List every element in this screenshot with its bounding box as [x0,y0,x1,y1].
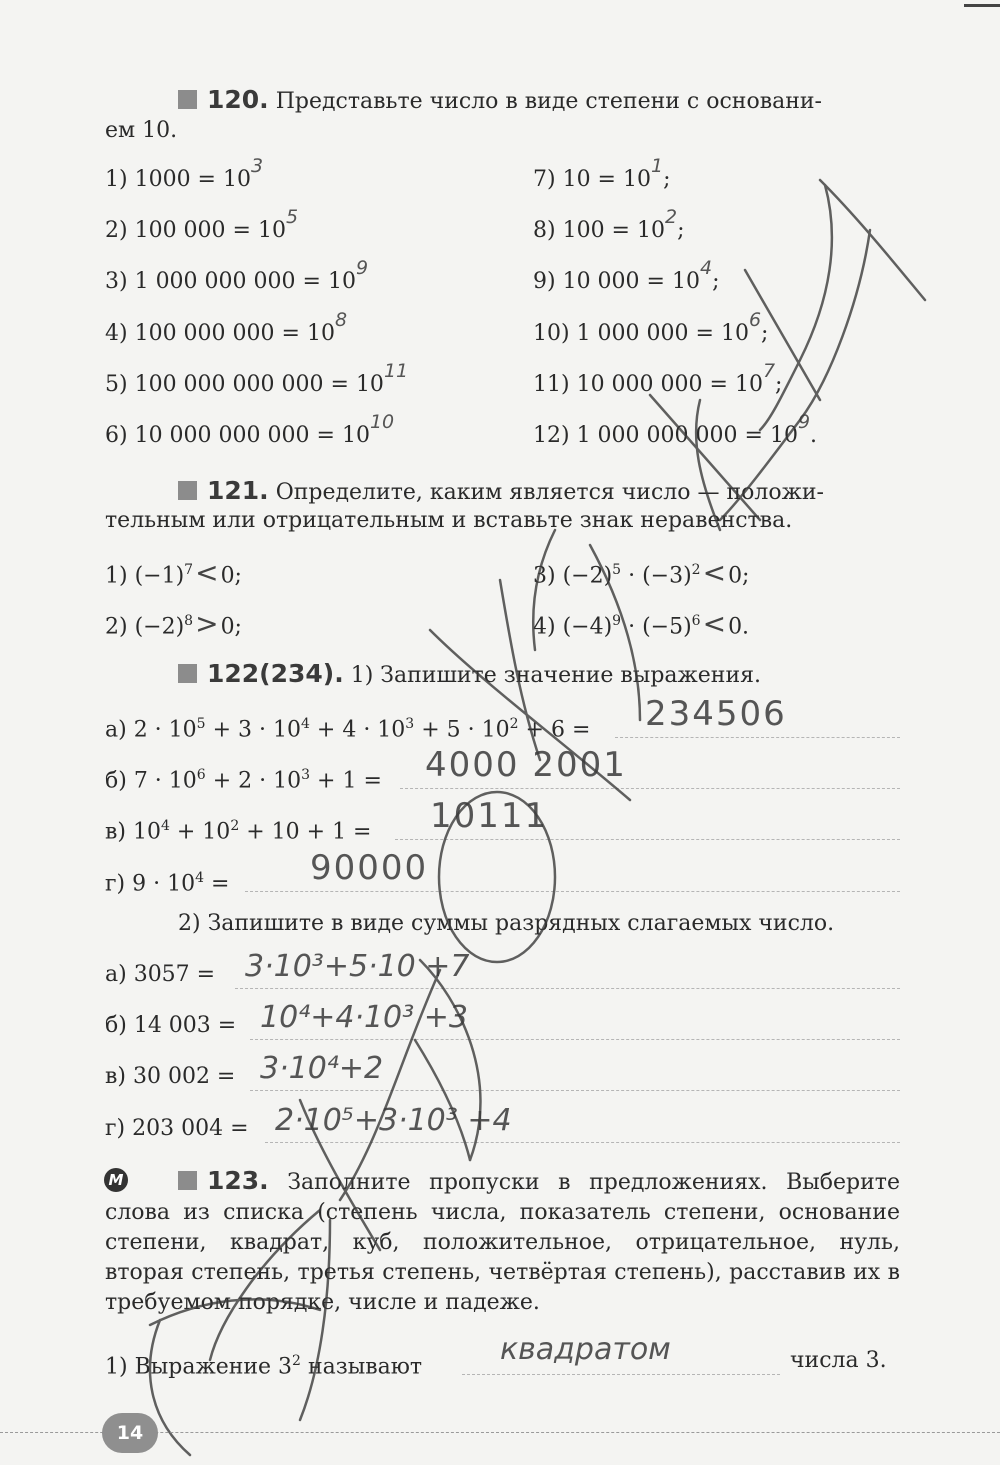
method-badge-icon: М [104,1168,128,1192]
expression-item [105,710,590,744]
answer-line[interactable] [235,988,900,989]
task-text: тельным или отрицательным и вставьте знак неравенства. [105,508,793,533]
task-number: 122(234). [207,659,344,688]
item-expression: а) 2 · 10 [105,717,197,743]
handwritten-exponent: 7 [762,360,776,382]
item-expression: 0; [220,563,242,589]
inequality-item [533,607,749,641]
handwritten-exponent: 11 [383,360,409,382]
inequality-item [533,556,749,590]
answer-line[interactable] [250,1090,900,1091]
item-end: ; [712,269,720,294]
exponent: 2 [292,1353,301,1369]
power-item [105,155,264,194]
answer-line[interactable] [245,891,900,892]
answer-line[interactable] [462,1374,780,1375]
item-expression: + 2 · 10 [205,768,302,794]
exponent: 5 [196,716,206,732]
item-expression: · (−3) [621,563,692,589]
question-text: называют [307,1354,423,1380]
item-expression: 8) 100 = 10 [533,218,665,243]
handwritten-answer: 2·10⁵+3·10³ +4 [275,1103,512,1138]
expression-item [105,812,372,846]
item-expression: 11) 10 000 000 = 10 [533,372,763,397]
handwritten-exponent: 3 [250,155,264,177]
item-end: ; [663,167,671,192]
item-expression: г) 9 · 10 [105,871,196,897]
power-item [105,360,409,399]
exponent: 4 [160,818,170,834]
task-text: Определите, каким является число — положи- [275,480,824,505]
answer-line[interactable] [265,1142,900,1143]
item-expression: 0; [728,563,750,589]
item-expression: б) 7 · 10 [105,768,197,794]
exponent: 8 [184,613,194,629]
question-text: числа 3. [790,1348,887,1373]
handwritten-answer: 3·10⁴+2 [260,1051,384,1086]
handwritten-exponent: 2 [664,206,678,228]
task-text: 2) Запишите в виде суммы разрядных слагаемых число. [178,911,835,936]
task-123-question-1 [105,1347,422,1381]
handwritten-exponent: 5 [285,206,299,228]
task-number: 120. [207,85,269,114]
item-expression: 10) 1 000 000 = 10 [533,321,749,346]
item-expression: 12) 1 000 000 000 = 10 [533,423,798,448]
power-item [533,309,769,348]
question-text: 1) Выражение 3 [105,1354,293,1380]
power-item [105,411,395,450]
exponent: 2 [691,562,701,578]
handwritten-sign: < [702,556,727,590]
sum-item: г) 203 004 = [105,1116,249,1141]
exponent: 3 [405,716,415,732]
power-item [533,360,783,399]
item-expression: + 5 · 10 [414,717,510,743]
exponent: 3 [301,767,311,783]
power-item [533,411,818,450]
power-item [105,206,299,245]
expression-item [105,864,229,898]
exponent: 6 [196,767,206,783]
expression-item [105,761,382,795]
item-end: ; [775,372,783,397]
handwritten-answer: квадратом [500,1332,671,1367]
power-item [105,257,369,296]
power-item [533,257,720,296]
page-number: 14 [102,1413,158,1453]
handwritten-sign: > [195,607,219,641]
answer-line[interactable] [395,839,900,840]
square-bullet-icon [178,90,197,109]
handwritten-sign: < [195,556,219,590]
item-expression: 6) 10 000 000 000 = 10 [105,423,370,448]
item-expression: 4) (−4) [533,614,613,640]
handwritten-exponent: 6 [748,309,762,331]
task-text: ем 10. [105,118,178,143]
item-end: . [810,423,818,448]
handwritten-exponent: 8 [334,309,348,331]
item-expression: 4) 100 000 000 = 10 [105,321,335,346]
task-123-text [105,1166,900,1318]
exponent: 4 [300,716,310,732]
item-expression: 0. [728,614,750,640]
item-expression: 2) (−2) [105,614,185,640]
item-expression: + 4 · 10 [309,717,406,743]
item-end: ; [761,321,769,346]
handwritten-exponent: 4 [699,257,713,279]
exponent: 9 [612,613,622,629]
power-item [533,206,685,245]
inequality-item [105,556,242,590]
exponent: 5 [612,562,622,578]
exponent: 6 [691,613,701,629]
square-bullet-icon [178,664,197,683]
item-expression: 3) 1 000 000 000 = 10 [105,269,356,294]
exponent: 2 [509,716,519,732]
item-expression: + 3 · 10 [205,717,301,743]
task-121-heading [178,477,824,507]
item-expression: 0; [220,614,242,640]
item-expression: 9) 10 000 = 10 [533,269,700,294]
answer-line[interactable] [250,1039,900,1040]
inequality-item [105,607,242,641]
task-120-heading [178,86,822,116]
power-item [105,309,348,348]
handwritten-answer: 234506 [645,694,787,734]
handwritten-answer: 10111 [430,796,549,836]
handwritten-answer: 10⁴+4·10³ +3 [260,1000,468,1035]
exponent: 2 [230,818,240,834]
item-expression: 2) 100 000 = 10 [105,218,286,243]
answer-line[interactable] [400,788,900,789]
square-bullet-icon [178,481,197,500]
item-expression: + 10 [169,819,231,845]
item-end: ; [677,218,685,243]
item-expression: 7) 10 = 10 [533,167,651,192]
sum-item: а) 3057 = [105,962,216,987]
task-text: Представьте число в виде степени с основани- [275,89,822,114]
item-expression: 1) (−1) [105,563,185,589]
handwritten-exponent: 10 [369,411,395,433]
sum-item: б) 14 003 = [105,1013,237,1038]
handwritten-exponent: 1 [650,155,664,177]
item-expression: + 6 = [518,717,591,743]
task-number: 121. [207,476,269,505]
square-bullet-icon [178,1171,197,1190]
item-expression: · (−5) [621,614,692,640]
item-expression: 3) (−2) [533,563,613,589]
item-expression: 1) 1000 = 10 [105,167,251,192]
task-122-heading [178,660,761,690]
handwritten-sign: < [702,607,727,641]
corner-mark [964,4,1000,7]
task-text: 1) Запишите значение выражения. [350,663,761,688]
handwritten-answer: 90000 [310,848,429,888]
power-item [533,155,671,194]
sum-item: в) 30 002 = [105,1064,236,1089]
item-expression: + 10 + 1 = [239,819,372,845]
handwritten-answer: 3·10³+5·10 +7 [245,949,470,984]
answer-line[interactable] [615,737,900,738]
handwritten-answer: 4000 2001 [425,745,627,785]
item-expression: = [204,871,230,897]
item-expression: + 1 = [310,768,382,794]
handwritten-exponent: 9 [797,411,811,433]
handwritten-exponent: 9 [355,257,369,279]
exponent: 4 [195,870,204,886]
task-text: Заполните пропуски в предложениях. Выберите слова из списка (степень числа, показатель степени, основание степени, квадрат, куб, положительное, отрицательное, нуль, вторая степень, третья степень, четвёртая степень), расставив их в требуемом порядке, числе и падеже. [105,1170,900,1315]
task-number: 123. [207,1166,269,1195]
exponent: 7 [184,562,194,578]
item-expression: 5) 100 000 000 000 = 10 [105,372,384,397]
item-expression: в) 10 [105,819,161,845]
